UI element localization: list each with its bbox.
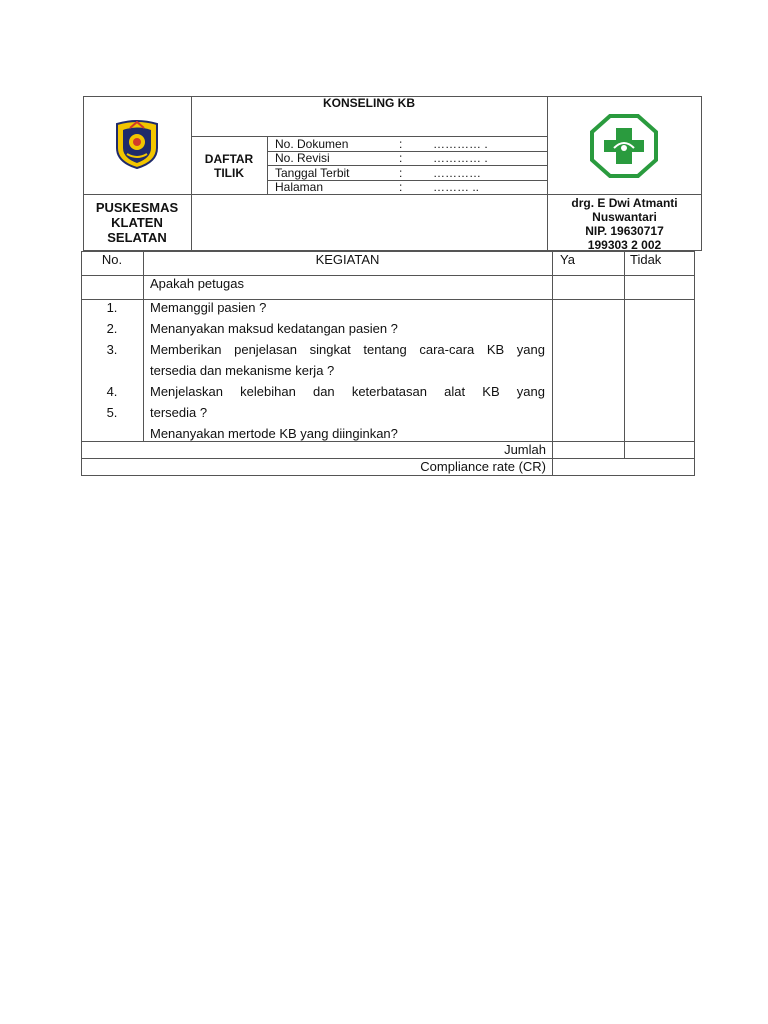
daftar-tilik-label: DAFTAR TILIK	[204, 152, 254, 180]
doc-field-label: No. Revisi	[275, 151, 330, 165]
row-number: 2.	[106, 321, 118, 336]
activity-line: tersedia dan mekanisme kerja ?	[150, 363, 335, 378]
compliance-rate-label: Compliance rate (CR)	[420, 459, 546, 474]
column-header-ya: Ya	[560, 252, 575, 267]
divider	[191, 194, 547, 195]
divider	[143, 251, 144, 441]
activity-line: Memberikan penjelasan singkat tentang cara-cara KB yang	[150, 342, 545, 357]
row-number: 4.	[106, 384, 118, 399]
regency-crest-icon	[113, 118, 161, 170]
row-number: 1.	[106, 300, 118, 315]
puskesmas-logo-icon	[590, 114, 658, 178]
doc-field-label: Halaman	[275, 180, 324, 194]
doc-field-label: No. Dokumen	[275, 137, 349, 151]
doc-field-sep: :	[399, 180, 403, 194]
row-number: 5.	[106, 405, 118, 420]
doc-field-value: ………… .	[433, 151, 488, 165]
puskesmas-name: PUSKESMAS KLATEN SELATAN	[95, 200, 179, 245]
doc-field-sep: :	[399, 166, 403, 180]
signatory-block: drg. E Dwi Atmanti Nuswantari NIP. 19630717 199303 2 002	[571, 196, 678, 252]
divider	[624, 251, 625, 458]
column-header-no: No.	[101, 252, 123, 267]
doc-field-value: ………… .	[433, 137, 488, 151]
activity-line: tersedia ?	[150, 405, 208, 420]
doc-field-value: …………	[433, 166, 481, 180]
divider	[547, 194, 702, 195]
row-number: 3.	[106, 342, 118, 357]
column-header-tidak: Tidak	[630, 252, 662, 267]
divider	[191, 136, 547, 137]
divider	[552, 251, 553, 476]
document-title: KONSELING KB	[322, 96, 415, 110]
activity-line: Memanggil pasien ?	[150, 300, 267, 315]
intro-text: Apakah petugas	[150, 276, 244, 291]
column-header-kegiatan: KEGIATAN	[315, 252, 380, 267]
activity-line: Menanyakan maksud kedatangan pasien ?	[150, 321, 398, 336]
doc-field-sep: :	[399, 137, 403, 151]
jumlah-label: Jumlah	[504, 442, 546, 457]
activity-line: Menjelaskan kelebihan dan keterbatasan alat KB yang	[150, 384, 545, 399]
doc-field-label: Tanggal Terbit	[275, 166, 350, 180]
divider	[83, 194, 191, 195]
activity-line: Menanyakan mertode KB yang diinginkan?	[150, 426, 398, 441]
doc-field-value: ……… ..	[433, 180, 480, 194]
doc-field-sep: :	[399, 151, 403, 165]
